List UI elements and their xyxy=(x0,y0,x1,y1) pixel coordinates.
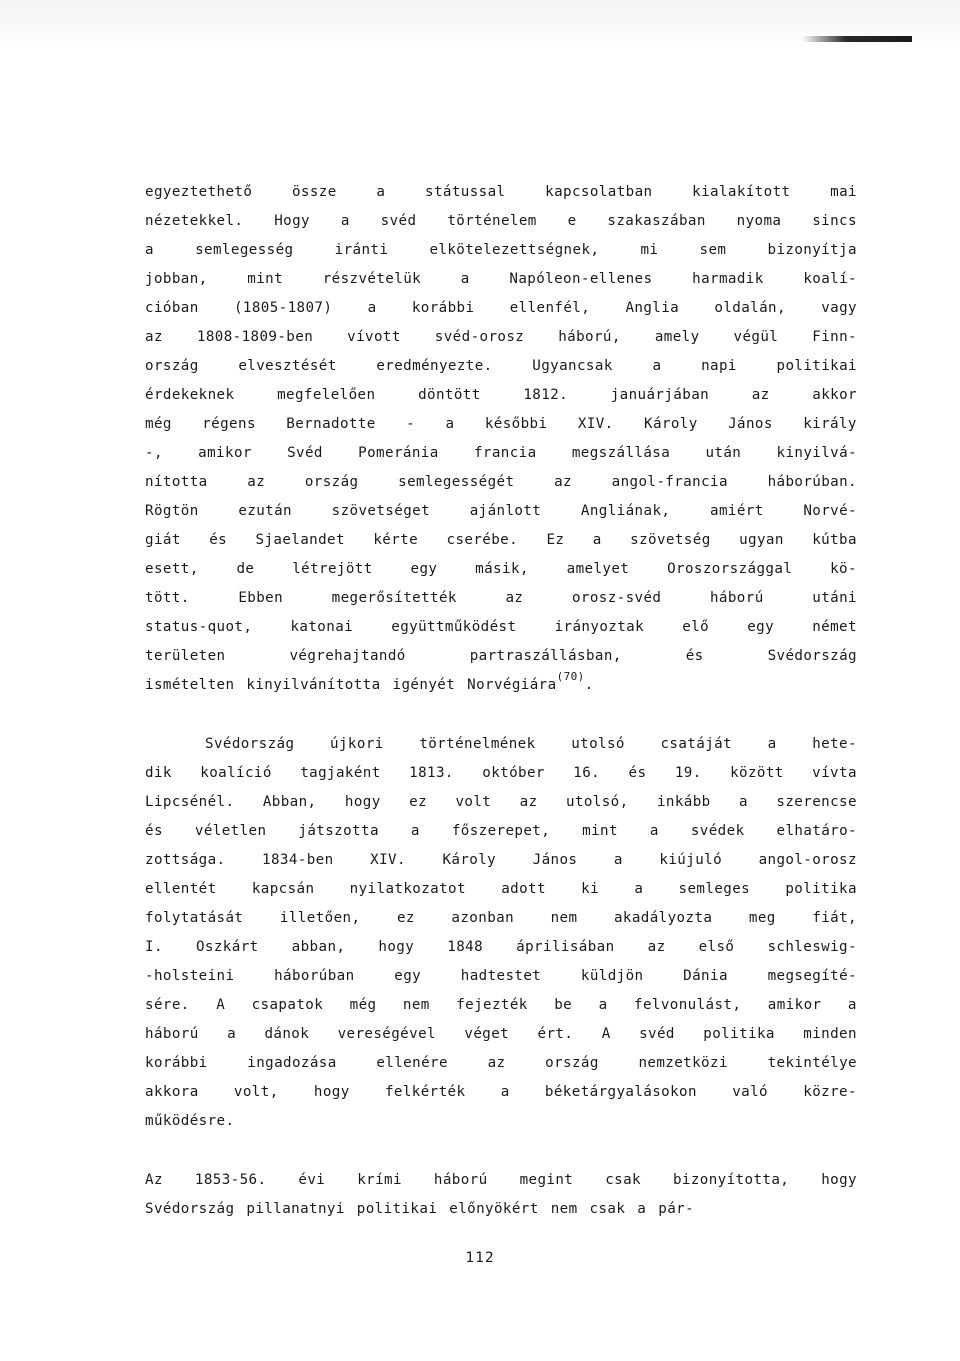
scan-corner-mark xyxy=(802,36,912,42)
text-line: giát és Sjaelandet kérte cserébe. Ez a szövetség ugyan kútba xyxy=(145,532,857,548)
text-line: Rögtön ezután szövetséget ajánlott Angliának, amiért Norvé- xyxy=(145,503,857,519)
page-body xyxy=(145,178,857,1224)
text-line: sére. A csapatok még nem fejezték be a felvonulást, amikor a xyxy=(145,997,857,1013)
text-line: Svédország újkori történelmének utolsó csatáját a hete- xyxy=(205,736,857,752)
text-line: nézetekkel. Hogy a svéd történelem e szakaszában nyoma sincs xyxy=(145,213,857,229)
text-line: Az 1853-56. évi krími háború megint csak bizonyította, hogy xyxy=(145,1172,857,1188)
text-line: cióban (1805-1807) a korábbi ellenfél, Anglia oldalán, vagy xyxy=(145,300,857,316)
text-line: -holsteini háborúban egy hadtestet küldjön Dánia megsegíté- xyxy=(145,968,857,984)
sentence-end: . xyxy=(584,677,594,693)
text-line: ország elvesztését eredményezte. Ugyancsak a napi politikai xyxy=(145,358,857,374)
text-line: és véletlen játszotta a főszerepet, mint a svédek elhatáro- xyxy=(145,823,857,839)
text-line: folytatását illetően, ez azonban nem akadályozta meg fiát, xyxy=(145,910,857,926)
text-line: zottsága. 1834-ben XIV. Károly János a kiújuló angol-orosz xyxy=(145,852,857,868)
paragraph-1 xyxy=(145,178,857,700)
text-line: területen végrehajtandó partraszállásban, és Svédország xyxy=(145,648,857,664)
paragraph-3 xyxy=(145,1166,857,1224)
text-line: -, amikor Svéd Pomeránia francia megszállása után kinyilvá- xyxy=(145,445,857,461)
text-line: érdekeknek megfelelően döntött 1812. januárjában az akkor xyxy=(145,387,857,403)
paragraph-gap xyxy=(145,1136,857,1166)
text-line: Svédország pillanatnyi politikai előnyökért nem csak a pár- xyxy=(145,1201,695,1217)
paragraph-gap xyxy=(145,700,857,730)
text-line: jobban, mint részvételük a Napóleon-ellenes harmadik koalí- xyxy=(145,271,857,287)
text-line: I. Oszkárt abban, hogy 1848 áprilisában az első schleswig- xyxy=(145,939,857,955)
text-line: akkora volt, hogy felkérték a béketárgyalásokon való közre- xyxy=(145,1084,857,1100)
text-line: tött. Ebben megerősítették az orosz-svéd háború utáni xyxy=(145,590,857,606)
page-number: 112 xyxy=(465,1250,495,1266)
text-line: háború a dánok vereségével véget ért. A svéd politika minden xyxy=(145,1026,857,1042)
text-line: ismételten kinyilvánította igényét Norvégiára$^{(70)}$. xyxy=(145,670,594,693)
footnote-reference: (70) xyxy=(556,670,585,683)
text-line: nította az ország semlegességét az angol-francia háborúban. xyxy=(145,474,857,490)
text-line: még régens Bernadotte - a későbbi XIV. Károly János király xyxy=(145,416,857,432)
text-line: működésre. xyxy=(145,1113,235,1129)
text-line: a semlegesség iránti elkötelezettségnek, mi sem bizonyítja xyxy=(145,242,857,258)
text-line: status-quot, katonai együttműködést irányoztak elő egy német xyxy=(145,619,857,635)
paragraph-2 xyxy=(145,730,857,1136)
text-line: esett, de létrejött egy másik, amelyet Oroszországgal kö- xyxy=(145,561,857,577)
text-line: dik koalíció tagjaként 1813. október 16. és 19. között vívta xyxy=(145,765,857,781)
text-line: korábbi ingadozása ellenére az ország nemzetközi tekintélye xyxy=(145,1055,857,1071)
text-line: egyeztethető össze a státussal kapcsolatban kialakított mai xyxy=(145,184,857,200)
text-line: Lipcsénél. Abban, hogy ez volt az utolsó, inkább a szerencse xyxy=(145,794,857,810)
text-line: ellentét kapcsán nyilatkozatot adott ki a semleges politika xyxy=(145,881,857,897)
text-line: az 1808-1809-ben vívott svéd-orosz háború, amely végül Finn- xyxy=(145,329,857,345)
